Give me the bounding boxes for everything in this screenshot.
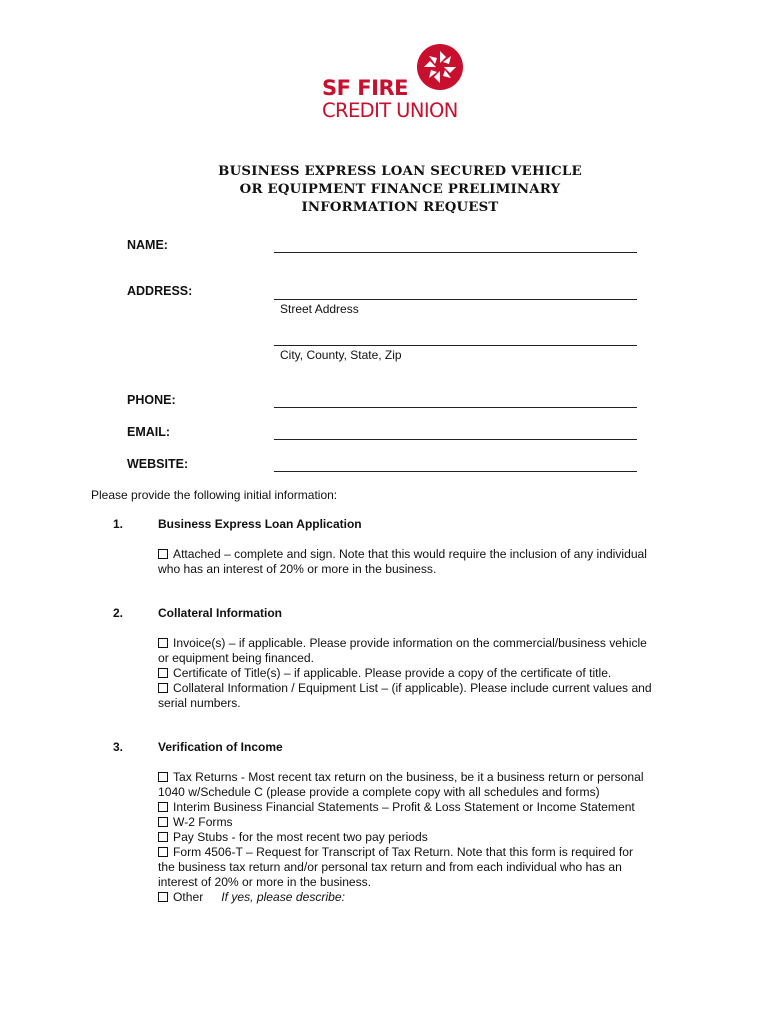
email-field[interactable]	[274, 439, 637, 440]
collateral-list-checkbox[interactable]	[158, 683, 168, 693]
tax-returns-text-cont: 1040 w/Schedule C (please provide a complete copy with all schedules and forms)	[158, 785, 600, 799]
form-4506t-text-cont2: interest of 20% or more in the business.	[158, 875, 372, 889]
section-3-body	[158, 770, 678, 905]
invoice-checkbox[interactable]	[158, 638, 168, 648]
logo-line1: SF FIRE	[322, 76, 408, 100]
invoice-text: Invoice(s) – if applicable. Please provide information on the commercial/business vehicle	[173, 636, 647, 650]
pay-stubs-checkbox[interactable]	[158, 832, 168, 842]
certificate-of-title-text: Certificate of Title(s) – if applicable. Please provide a copy of the certificate of title.	[173, 666, 612, 680]
w2-forms-checkbox[interactable]	[158, 817, 168, 827]
section-2-number: 2.	[113, 606, 124, 620]
document-title	[200, 163, 600, 217]
other-text: Other	[173, 890, 204, 904]
other-describe-prompt: If yes, please describe:	[221, 890, 345, 904]
attached-checkbox[interactable]	[158, 549, 168, 559]
collateral-list-text: Collateral Information / Equipment List – (if applicable). Please include current values and	[173, 681, 652, 695]
intro-text: Please provide the following initial information:	[91, 488, 338, 502]
logo-line2: CREDIT UNION	[322, 99, 458, 122]
website-field[interactable]	[274, 471, 637, 472]
city-state-zip-field[interactable]	[274, 345, 637, 346]
address-label: ADDRESS:	[127, 284, 193, 298]
section-1-body	[158, 547, 678, 577]
website-label: WEBSITE:	[127, 457, 189, 471]
pinwheel-logo-icon	[416, 43, 464, 91]
name-label: NAME:	[127, 238, 168, 252]
attached-text: Attached – complete and sign. Note that this would require the inclusion of any individual	[173, 547, 647, 561]
collateral-list-text-cont: serial numbers.	[158, 696, 241, 710]
attached-text-cont: who has an interest of 20% or more in the business.	[158, 562, 437, 576]
title-line2: OR EQUIPMENT FINANCE PRELIMINARY	[239, 182, 561, 197]
tax-returns-checkbox[interactable]	[158, 772, 168, 782]
certificate-of-title-checkbox[interactable]	[158, 668, 168, 678]
pay-stubs-text: Pay Stubs - for the most recent two pay periods	[173, 830, 428, 844]
street-address-field[interactable]	[274, 299, 637, 300]
other-checkbox[interactable]	[158, 892, 168, 902]
form-4506t-text: Form 4506-T – Request for Transcript of Tax Return. Note that this form is required for	[173, 845, 633, 859]
tax-returns-text: Tax Returns - Most recent tax return on the business, be it a business return or personal	[173, 770, 644, 784]
street-address-caption: Street Address	[280, 302, 359, 316]
section-2-heading: Collateral Information	[158, 606, 283, 620]
title-line3: INFORMATION REQUEST	[301, 200, 499, 215]
invoice-text-cont: or equipment being financed.	[158, 651, 314, 665]
section-1-number: 1.	[113, 517, 124, 531]
city-state-zip-caption: City, County, State, Zip	[280, 348, 402, 362]
section-2-body	[158, 636, 678, 711]
interim-statements-checkbox[interactable]	[158, 802, 168, 812]
w2-forms-text: W-2 Forms	[173, 815, 233, 829]
phone-label: PHONE:	[127, 393, 176, 407]
section-3-number: 3.	[113, 740, 124, 754]
title-line1: BUSINESS EXPRESS LOAN SECURED VEHICLE	[218, 164, 582, 179]
section-1-heading: Business Express Loan Application	[158, 517, 362, 531]
form-4506t-text-cont1: the business tax return and/or personal tax return and from each individual who has an	[158, 860, 622, 874]
form-4506t-checkbox[interactable]	[158, 847, 168, 857]
name-field[interactable]	[274, 252, 637, 253]
section-3-heading: Verification of Income	[158, 740, 283, 754]
phone-field[interactable]	[274, 407, 637, 408]
interim-statements-text: Interim Business Financial Statements – Profit & Loss Statement or Income Statement	[173, 800, 635, 814]
sf-fire-credit-union-logo	[322, 40, 472, 122]
email-label: EMAIL:	[127, 425, 171, 439]
